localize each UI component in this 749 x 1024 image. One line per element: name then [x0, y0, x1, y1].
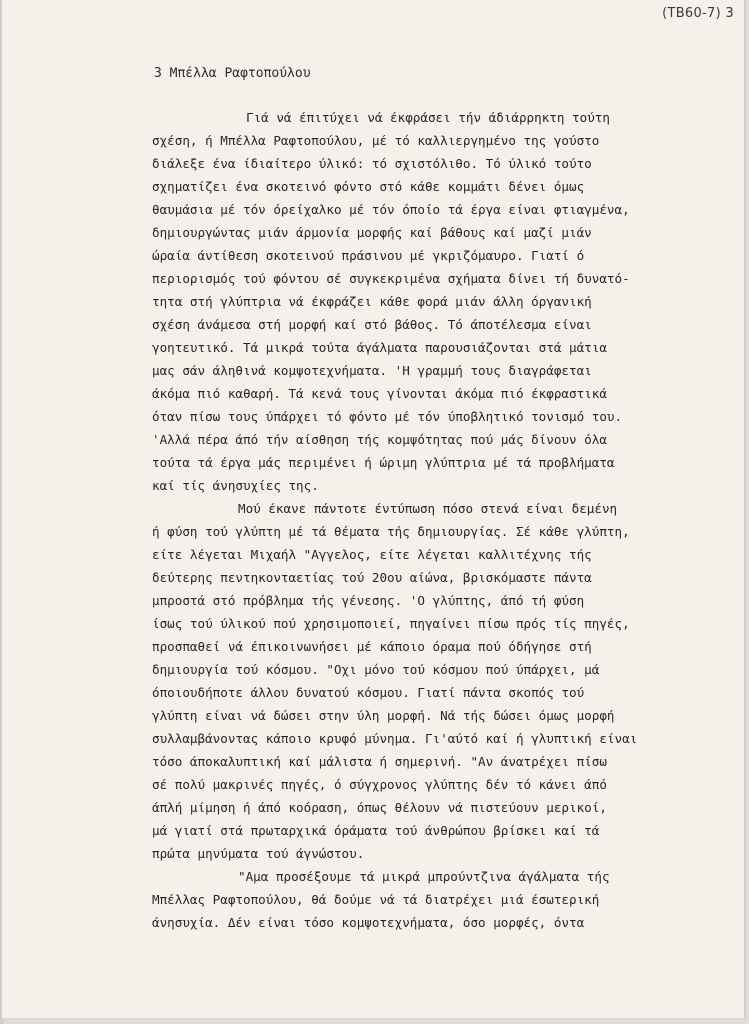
text-line: μά γιατί στά πρωταρχικά όράματα τού άνθρώπου βρίσκει καί τά [152, 823, 600, 838]
text-line: τούτα τά έργα μάς περιμένει ή ώριμη γλύπτρια μέ τά προβλήματα [152, 455, 615, 470]
text-line: όποιουδήποτε άλλου δυνατού κόσμου. Γιατί πάντα σκοπός τού [152, 685, 585, 700]
body-text [2, 0, 749, 1024]
text-line: Μπέλλας Ραφτοπούλου, θά δούμε νά τά διατρέχει μιά έσωτερική [152, 892, 600, 907]
text-line: άνησυχία. Δέν είναι τόσο κομψοτεχνήματα, όσο μορφές, όντα [152, 915, 585, 930]
text-line: διάλεξε ένα ίδιαίτερο ύλικό: τό σχιστόλιθο. Τό ύλικό τούτο [152, 156, 592, 171]
text-line: θαυμάσια μέ τόν όρείχαλκο μέ τόν όποίο τά έργα είναι φτιαγμένα, [152, 202, 630, 217]
text-line: συλλαμβάνοντας κάποιο κρυφό μύνημα. Γι'αύτό καί ή γλυπτική είναι [152, 731, 638, 746]
text-line: μας σάν άληθινά κομψοτεχνήματα. 'Η γραμμή τους διαγράφεται [152, 363, 592, 378]
text-line: 'Αλλά πέρα άπό τήν αίσθηση τής κομψότητας πού μάς δίνουν όλα [152, 432, 607, 447]
text-line: σχηματίζει ένα σκοτεινό φόντο στό κάθε κομμάτι δένει όμως [152, 179, 585, 194]
text-line: Μού έκανε πάντοτε έντύπωση πόσο στενά είναι δεμένη [238, 501, 618, 516]
text-line: γοητευτικό. Τά μικρά τούτα άγάλματα παρουσιάζονται στά μάτια [152, 340, 607, 355]
text-line: μπροστά στό πρόβλημα τής γένεσης. 'Ο γλύπτης, άπό τή φύση [152, 593, 585, 608]
text-line: σχέση άνάμεσα στή μορφή καί στό βάθος. Τό άποτέλεσμα είναι [152, 317, 592, 332]
text-line: τητα στή γλύπτρια νά έκφράζει κάθε φορά μιάν άλλη όργανική [152, 294, 592, 309]
text-line: άκόμα πιό καθαρή. Τά κενά τους γίνονται άκόμα πιό έκφραστικά [152, 386, 607, 401]
text-line: άπλή μίμηση ή άπό κοόραση, όπως θέλουν νά πιστεύουν μερικοί, [152, 800, 607, 815]
text-line: "Αμα προσέξουμε τά μικρά μπρούντζινα άγάλματα τής [238, 869, 610, 884]
text-line: περιορισμός τού φόντου σέ συγκεκριμένα σχήματα δίνει τή δυνατό- [152, 271, 630, 286]
text-line: Γιά νά έπιτύχει νά έκφράσει τήν άδιάρρηκτη τούτη [246, 110, 610, 125]
text-line: πρώτα μηνύματα τού άγνώστου. [152, 846, 365, 861]
text-line: τόσο άποκαλυπτική καί μάλιστα ή σημερινή. "Αν άνατρέχει πίσω [152, 754, 607, 769]
text-line: σχέση, ή Μπέλλα Ραφτοπούλου, μέ τό καλλιεργημένο της γούστο [152, 133, 600, 148]
text-line: καί τίς άνησυχίες της. [152, 478, 319, 493]
text-line: ή φύση τού γλύπτη μέ τά θέματα τής δημιουργίας. Σέ κάθε γλύπτη, [152, 524, 630, 539]
text-line: ίσως τού ύλικού πού χρησιμοποιεί, πηγαίνει πίσω πρός τίς πηγές, [152, 616, 630, 631]
text-line: σέ πολύ μακρινές πηγές, ό σύγχρονος γλύπτης δέν τό κάνει άπό [152, 777, 607, 792]
text-line: ώραία άντίθεση σκοτεινού πράσινου μέ γκριζόμαυρο. Γιατί ό [152, 248, 585, 263]
text-line: γλύπτη είναι νά δώσει στην ύλη μορφή. Νά τής δώσει όμως μορφή [152, 708, 615, 723]
text-line: είτε λέγεται Μιχαήλ "Αγγελος, είτε λέγεται καλλιτέχνης τής [152, 547, 592, 562]
document-heading: 3 Μπέλλα Ραφτοπούλου [154, 66, 311, 81]
document-sheet [2, 0, 744, 1018]
text-line: όταν πίσω τους ύπάρχει τό φόντο μέ τόν ύποβλητικό τονισμό του. [152, 409, 623, 424]
text-line: δεύτερης πεντηκονταετίας τού 20ου αίώνα, βρισκόμαστε πάντα [152, 570, 592, 585]
text-line: προσπαθεί νά έπικοινωνήσει μέ κάποιο όραμα πού όδήγησε στή [152, 639, 592, 654]
text-line: δημιουργία τού κόσμου. "Οχι μόνο τού κόσμου πού ύπάρχει, μά [152, 662, 600, 677]
text-line: δημιουργώντας μιάν άρμονία μορφής καί βάθους καί μαζί μιάν [152, 225, 592, 240]
handwritten-annotation: (ΤΒ60-7) 3 [662, 6, 734, 21]
